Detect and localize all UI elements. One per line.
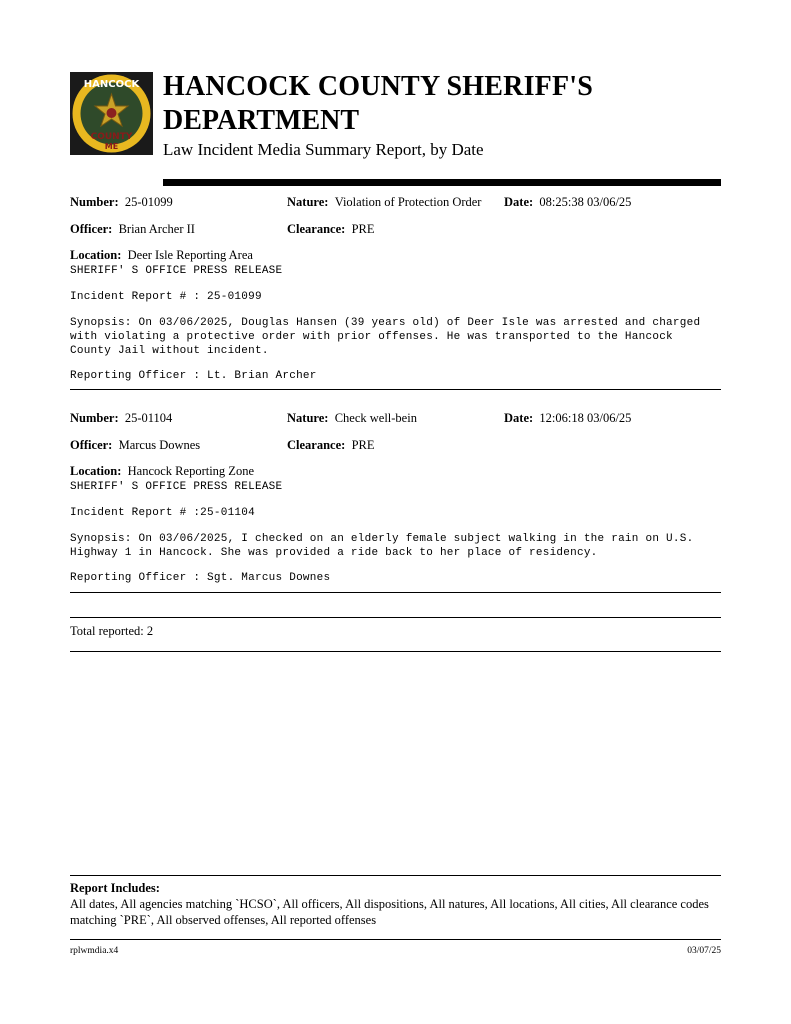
- press-release-heading: SHERIFF' S OFFICE PRESS RELEASE: [70, 481, 283, 493]
- clearance-label: Clearance:: [287, 438, 346, 452]
- logo-text-bottom: ME: [104, 142, 119, 151]
- number-label: Number:: [70, 411, 119, 425]
- total-reported: Total reported: 2: [70, 624, 154, 638]
- report-includes-label: Report Includes:: [70, 881, 160, 895]
- incident-report-number: Incident Report # : 25-01099: [70, 291, 262, 303]
- incident-nature: Check well-bein: [334, 411, 417, 425]
- officer-label: Officer:: [70, 222, 113, 236]
- header-divider: [163, 179, 721, 186]
- synopsis-line: Highway 1 in Hancock. She was provided a ride back to her place of residency.: [70, 547, 598, 559]
- press-release-heading: SHERIFF' S OFFICE PRESS RELEASE: [70, 265, 283, 277]
- report-subtitle: Law Incident Media Summary Report, by Date: [163, 140, 484, 159]
- incident-date: 12:06:18 03/06/25: [539, 411, 632, 425]
- incident-location: Hancock Reporting Zone: [127, 464, 254, 478]
- synopsis-line: County Jail without incident.: [70, 345, 269, 357]
- reporting-officer: Reporting Officer : Sgt. Marcus Downes: [70, 572, 331, 584]
- report-code: rplwmdia.x4: [70, 946, 119, 956]
- reporting-officer: Reporting Officer : Lt. Brian Archer: [70, 370, 317, 382]
- incident-record: [70, 410, 721, 600]
- total-top-divider: [70, 617, 721, 618]
- report-includes-text: All dates, All agencies matching `HCSO`, All officers, All dispositions, All natures, All locations, All cities, All clearance codes matching `PRE`, All observed offenses, All reported offenses: [70, 897, 709, 927]
- incident-officer: Brian Archer II: [118, 222, 195, 236]
- incident-nature: Violation of Protection Order: [334, 195, 482, 209]
- location-label: Location:: [70, 464, 122, 478]
- synopsis-line: Synopsis: On 03/06/2025, Douglas Hansen (39 years old) of Deer Isle was arrested and charged: [70, 317, 701, 329]
- synopsis-line: Synopsis: On 03/06/2025, I checked on an elderly female subject walking in the rain on U.S.: [70, 533, 694, 545]
- total-bottom-divider: [70, 651, 721, 652]
- print-date: 03/07/25: [687, 946, 721, 956]
- incident-record: [70, 194, 721, 394]
- incident-date: 08:25:38 03/06/25: [539, 195, 632, 209]
- sheriff-badge-logo: [70, 72, 153, 155]
- nature-label: Nature:: [287, 411, 329, 425]
- incident-clearance: PRE: [351, 222, 375, 236]
- incident-location: Deer Isle Reporting Area: [127, 248, 253, 262]
- incident-number: 25-01099: [124, 195, 173, 209]
- date-label: Date:: [504, 195, 534, 209]
- page-title-line2: DEPARTMENT: [163, 105, 360, 136]
- location-label: Location:: [70, 248, 122, 262]
- logo-text-mid: COUNTY: [90, 132, 133, 142]
- logo-text-top: HANCOCK: [83, 79, 140, 90]
- footer-top-divider: [70, 875, 721, 876]
- record-divider: [70, 592, 721, 593]
- page-title-line1: HANCOCK COUNTY SHERIFF'S: [163, 71, 594, 102]
- record-divider: [70, 389, 721, 390]
- report-includes: [70, 880, 721, 928]
- date-label: Date:: [504, 411, 534, 425]
- incident-number: 25-01104: [124, 411, 173, 425]
- incident-clearance: PRE: [351, 438, 375, 452]
- synopsis-line: with violating a protective order with prior offenses. He was transported to the Hancock: [70, 331, 673, 343]
- nature-label: Nature:: [287, 195, 329, 209]
- incident-officer: Marcus Downes: [118, 438, 201, 452]
- number-label: Number:: [70, 195, 119, 209]
- incident-report-number: Incident Report # :25-01104: [70, 507, 255, 519]
- clearance-label: Clearance:: [287, 222, 346, 236]
- officer-label: Officer:: [70, 438, 113, 452]
- footer-bottom-divider: [70, 939, 721, 940]
